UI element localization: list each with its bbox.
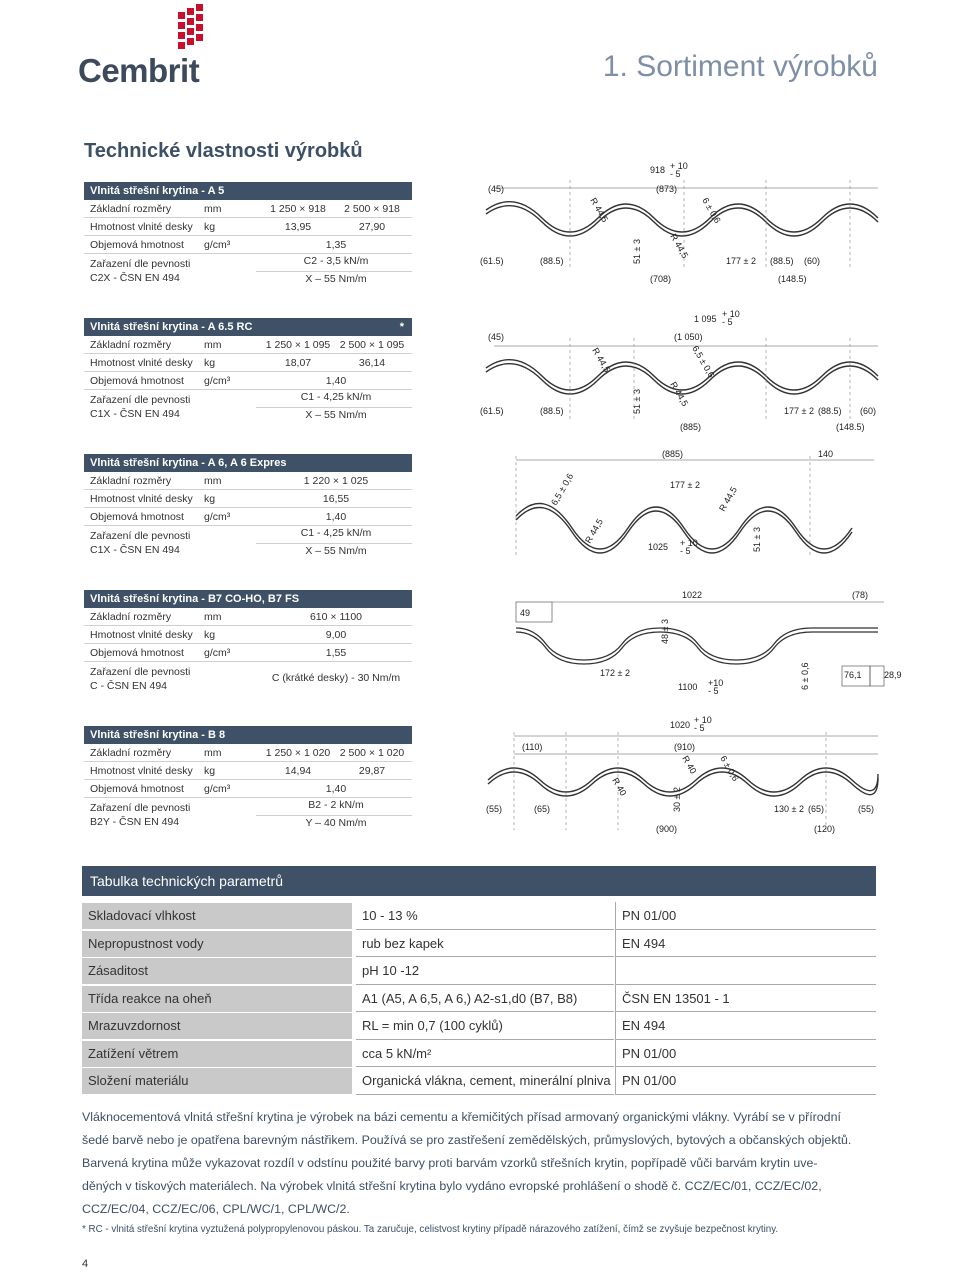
spec-title-text: Vlnitá střešní krytina - B 8: [90, 729, 226, 741]
param-value: RL = min 0,7 (100 cyklů): [362, 1018, 503, 1033]
strength-value: X – 55 Nm/m: [305, 409, 367, 421]
paragraph-line: Barvená krytina může vykazovat rozdíl v odstínu použité barvy proti barvám vzorků střešních krytin, popřípadě vůči barvám krytin uve-: [82, 1156, 818, 1170]
param-norm: EN 494: [622, 935, 666, 951]
spec-table-a65rc: [84, 318, 412, 426]
row-value: 2 500 × 1 020: [339, 747, 405, 759]
strength-value: C1 - 4,25 kN/m: [300, 391, 372, 403]
strength-value: Y – 40 Nm/m: [305, 817, 367, 829]
row-label: Objemová hmotnost: [90, 375, 184, 387]
dim-label: (45): [488, 332, 505, 342]
dim-label: + 10: [722, 309, 740, 319]
dim-label: 1022: [682, 590, 703, 600]
row-label: Hmotnost vlnité desky: [90, 765, 193, 777]
row-value: 2 500 × 918: [344, 203, 400, 215]
section-title: 1. Sortiment výrobků: [602, 50, 878, 83]
dim-label: +10: [708, 678, 724, 688]
param-value: Organická vlákna, cement, minerální plniva: [362, 1073, 611, 1088]
param-row: [82, 930, 876, 958]
dim-label: (88.5): [540, 406, 564, 416]
spec-table-a6: [84, 454, 412, 562]
param-norm: ČSN EN 13501 - 1: [622, 990, 730, 1006]
row-label: Objemová hmotnost: [90, 783, 184, 795]
dim-label: 1100: [678, 682, 698, 692]
row-unit: g/cm³: [204, 375, 231, 387]
row-value: 18,07: [284, 357, 312, 369]
dim-label: 49: [520, 608, 531, 618]
row-value: 1 250 × 918: [270, 203, 326, 215]
param-name: Skladovací vlhkost: [82, 903, 352, 929]
class-label: Zařazení dle pevnosti: [90, 666, 191, 678]
row-value: 1,40: [325, 375, 347, 387]
row-unit: kg: [204, 493, 216, 505]
dim-label: 1025: [648, 542, 669, 552]
dim-label: - 5: [708, 686, 719, 696]
dim-label: R 40: [610, 776, 629, 798]
logo-wordmark: Cembrit: [78, 52, 200, 89]
class-norm: C2X - ČSN EN 494: [90, 272, 180, 284]
row-label: Základní rozměry: [90, 339, 172, 351]
dim-label: 51 ± 3: [632, 239, 642, 264]
dim-label: (55): [486, 804, 503, 814]
paragraph-line: Vláknocementová vlnitá střešní krytina je výrobek na bázi cementu a křemičitých přísad armovaný organickými vlákny. Vyrábí se v přírodní: [82, 1110, 841, 1124]
row-unit: mm: [204, 747, 222, 759]
dim-label: 130 ± 2: [774, 804, 804, 814]
class-norm: C - ČSN EN 494: [90, 680, 168, 692]
row-value: 1 220 × 1 025: [303, 475, 369, 487]
dim-label: 6,5 ± 0,6: [549, 471, 576, 507]
dim-label: - 5: [680, 546, 691, 556]
spec-table-title: [84, 318, 412, 336]
dim-label: (120): [814, 824, 836, 834]
paragraph-line: CCZ/EC/04, CCZ/EC/06, CPL/WC/1, CPL/WC/2.: [82, 1202, 350, 1216]
technical-parameters-table: [82, 866, 876, 1095]
spec-row: [84, 608, 412, 626]
row-unit: mm: [204, 203, 222, 215]
dim-label: (885): [662, 449, 684, 459]
row-value: 1,40: [325, 511, 347, 523]
param-value: 10 - 13 %: [362, 908, 418, 923]
row-value: 14,94: [284, 765, 312, 777]
spec-row: [84, 354, 412, 372]
row-label: Základní rozměry: [90, 203, 172, 215]
dim-label: (885): [680, 422, 702, 432]
spec-row: [84, 236, 412, 254]
row-label: Objemová hmotnost: [90, 647, 184, 659]
dim-label: - 5: [722, 317, 733, 327]
dim-label: 918: [650, 165, 666, 175]
spec-row: [84, 472, 412, 490]
spec-table-a5: [84, 182, 412, 290]
dim-label: 6,5 ± 0,6: [690, 344, 717, 380]
dim-label: + 10: [680, 538, 698, 548]
spec-title-text: Vlnitá střešní krytina - A 5: [90, 185, 225, 197]
dim-label: (45): [488, 184, 505, 194]
spec-table-b8: [84, 726, 412, 834]
dim-label: (65): [534, 804, 551, 814]
dim-label: (148.5): [778, 274, 807, 284]
dim-label: 6 ± 0,6: [800, 662, 810, 690]
param-value: pH 10 -12: [362, 963, 420, 978]
paragraph-line: děných v tiskových materiálech. Na výrobek vlnitá střešní krytina bylo vydáno evropské prohlášení o shodě č. CCZ/EC/01, CCZ/EC/02,: [82, 1179, 822, 1193]
row-unit: kg: [204, 765, 216, 777]
param-norm: PN 01/00: [622, 1045, 677, 1061]
class-label: Zařazení dle pevnosti: [90, 258, 191, 270]
page-number: 4: [82, 1258, 89, 1270]
row-value: 16,55: [322, 493, 350, 505]
spec-table-title: [84, 182, 412, 200]
dim-label: 51 ± 3: [752, 527, 762, 552]
page-heading: Technické vlastnosti výrobků: [84, 140, 363, 162]
dim-label: R 44,5: [590, 346, 613, 374]
param-norm: EN 494: [622, 1018, 666, 1033]
profile-diagram-a6: [474, 446, 884, 570]
dim-label: (110): [522, 742, 543, 752]
row-value: 1,55: [325, 647, 347, 659]
dim-label: 30 ± 2: [672, 787, 682, 812]
dim-label: 177 ± 2: [726, 256, 756, 266]
spec-row: [84, 336, 412, 354]
row-unit: g/cm³: [204, 239, 231, 251]
param-norm: PN 01/00: [622, 908, 677, 923]
dim-label: - 5: [670, 169, 681, 179]
param-name: Složení materiálu: [82, 1068, 352, 1094]
class-label: Zařazení dle pevnosti: [90, 530, 191, 542]
param-name: Mrazuvzdornost: [82, 1013, 352, 1039]
cembrit-logo: [78, 6, 218, 89]
dim-label: R 44,5: [717, 485, 739, 513]
profile-diagram-a65rc: [474, 308, 884, 436]
footnote: * RC - vlnitá střešní krytina vyztužená polypropylenovou páskou. Ta zaručuje, celistvost krytiny případě nárazového zatížení, čímž se zvyšuje bezpečnost krytiny.: [82, 1224, 779, 1235]
dim-label: + 10: [670, 161, 688, 171]
param-name: Nepropustnost vody: [82, 931, 352, 957]
dim-label: 177 ± 2: [670, 480, 700, 490]
dim-label: R 44,5: [588, 196, 611, 224]
param-row: [82, 985, 876, 1013]
row-unit: mm: [204, 475, 222, 487]
param-value: rub bez kapek: [362, 935, 444, 951]
row-label: Hmotnost vlnité desky: [90, 221, 193, 233]
row-value: 13,95: [284, 221, 312, 233]
dim-label: 6 ± 0,6: [700, 196, 723, 225]
profile-diagram-a5: [474, 160, 884, 290]
spec-row: [84, 762, 412, 780]
spec-table-title: [84, 454, 412, 472]
spec-row-class: [84, 526, 412, 562]
spec-row-class: [84, 254, 412, 290]
strength-value: B2 - 2 kN/m: [308, 799, 364, 811]
dim-label: R 44,5: [668, 380, 691, 408]
dim-label: (708): [650, 274, 672, 284]
row-unit: g/cm³: [204, 511, 231, 523]
logo-mark-icon: [78, 6, 218, 56]
dim-label: 48 ± 3: [660, 619, 670, 644]
profile-diagram-b8: [474, 714, 884, 838]
spec-row: [84, 508, 412, 526]
row-value: 1,35: [325, 239, 347, 251]
row-label: Základní rozměry: [90, 611, 172, 623]
row-unit: kg: [204, 357, 216, 369]
dim-label: 177 ± 2: [784, 406, 814, 416]
strength-value: C2 - 3,5 kN/m: [303, 255, 369, 267]
row-unit: mm: [204, 339, 222, 351]
dim-label: 1020: [670, 720, 691, 730]
param-norm: PN 01/00: [622, 1073, 677, 1088]
class-label: Zařazení dle pevnosti: [90, 802, 191, 814]
dim-label: 172 ± 2: [600, 668, 630, 678]
dim-label: R 40: [680, 754, 699, 776]
dim-label: 28,9: [884, 670, 902, 680]
row-label: Hmotnost vlnité desky: [90, 493, 193, 505]
spec-title-text: Vlnitá střešní krytina - B7 CO-HO, B7 FS: [90, 593, 300, 605]
row-value: 1 250 × 1 095: [265, 339, 331, 351]
dim-label: (900): [656, 824, 678, 834]
spec-row: [84, 218, 412, 236]
row-value: 9,00: [325, 629, 347, 641]
dim-label: R 44,5: [668, 232, 691, 260]
row-label: Hmotnost vlnité desky: [90, 357, 193, 369]
row-label: Základní rozměry: [90, 475, 172, 487]
profile-diagram-b7: [474, 586, 902, 704]
dim-label: 6 ± 0,6: [718, 754, 741, 783]
class-norm: C1X - ČSN EN 494: [90, 408, 180, 420]
param-name: Zatížení větrem: [82, 1041, 352, 1067]
spec-title-text: Vlnitá střešní krytina - A 6, A 6 Expres: [90, 457, 287, 469]
row-value: 1 250 × 1 020: [265, 747, 331, 759]
row-label: Hmotnost vlnité desky: [90, 629, 193, 641]
spec-row-class: [84, 390, 412, 426]
dim-label: 76,1: [844, 670, 862, 680]
class-norm: B2Y - ČSN EN 494: [90, 816, 180, 828]
dim-label: (78): [852, 590, 869, 600]
strength-value: C (krátké desky) - 30 Nm/m: [271, 672, 401, 684]
row-unit: g/cm³: [204, 783, 231, 795]
row-value: 610 × 1100: [309, 611, 363, 623]
paragraph-line: šedé barvě nebo je opatřena barevným nástřikem. Používá se pro zastřešení zemědělských, průmyslových, bytových a občanských objektů.: [82, 1133, 852, 1147]
dim-label: R 44,5: [583, 517, 605, 545]
dim-label: (61.5): [480, 256, 504, 266]
strength-value: X – 55 Nm/m: [305, 273, 367, 285]
spec-table-title: [84, 726, 412, 744]
row-unit: kg: [204, 629, 216, 641]
row-unit: kg: [204, 221, 216, 233]
spec-table-b7: [84, 590, 412, 698]
row-value: 36,14: [358, 357, 386, 369]
strength-value: X – 55 Nm/m: [305, 545, 367, 557]
row-label: Objemová hmotnost: [90, 239, 184, 251]
param-row: [82, 1067, 876, 1095]
dim-label: (88.5): [540, 256, 564, 266]
spec-row: [84, 626, 412, 644]
dim-label: - 5: [694, 723, 705, 733]
dim-label: 1 095: [694, 314, 717, 324]
spec-row: [84, 780, 412, 798]
spec-row-class: [84, 798, 412, 834]
row-value: 29,87: [358, 765, 386, 777]
star-mark: *: [399, 321, 404, 333]
param-row: [82, 902, 876, 930]
dim-label: (88.5): [770, 256, 794, 266]
row-value: 27,90: [358, 221, 386, 233]
dim-label: (60): [860, 406, 877, 416]
param-value: A1 (A5, A 6,5, A 6,) A2-s1,d0 (B7, B8): [362, 990, 578, 1006]
dim-label: + 10: [694, 715, 712, 725]
dim-label: (65): [808, 804, 825, 814]
row-value: 2 500 × 1 095: [339, 339, 405, 351]
dim-label: (55): [858, 804, 875, 814]
param-name: Třída reakce na oheň: [82, 986, 352, 1012]
dim-label: (148.5): [836, 422, 865, 432]
row-value: 1,40: [325, 783, 347, 795]
dim-label: (88.5): [818, 406, 842, 416]
dim-label: (910): [674, 742, 696, 752]
param-table-title: Tabulka technických parametrů: [82, 866, 876, 896]
spec-row: [84, 744, 412, 762]
spec-table-title: [84, 590, 412, 608]
param-row: [82, 1012, 876, 1040]
spec-row: [84, 490, 412, 508]
spec-title-text: Vlnitá střešní krytina - A 6.5 RC: [90, 321, 253, 333]
row-label: Objemová hmotnost: [90, 511, 184, 523]
strength-value: C1 - 4,25 kN/m: [300, 527, 372, 539]
spec-row: [84, 644, 412, 662]
param-name: Zásaditost: [82, 958, 352, 984]
row-unit: mm: [204, 611, 222, 623]
row-unit: g/cm³: [204, 647, 231, 659]
param-value: cca 5 kN/m²: [362, 1045, 432, 1061]
param-row: [82, 957, 876, 985]
dim-label: (873): [656, 184, 678, 194]
dim-label: (60): [804, 256, 821, 266]
param-row: [82, 1040, 876, 1068]
dim-label: (61.5): [480, 406, 504, 416]
dim-label: 140: [818, 449, 834, 459]
row-label: Základní rozměry: [90, 747, 172, 759]
spec-row: [84, 200, 412, 218]
class-label: Zařazení dle pevnosti: [90, 394, 191, 406]
description-paragraph: [82, 1106, 882, 1221]
spec-row: [84, 372, 412, 390]
spec-row-class: [84, 662, 412, 698]
dim-label: (1 050): [674, 332, 703, 342]
dim-label: 51 ± 3: [632, 389, 642, 414]
class-norm: C1X - ČSN EN 494: [90, 544, 180, 556]
